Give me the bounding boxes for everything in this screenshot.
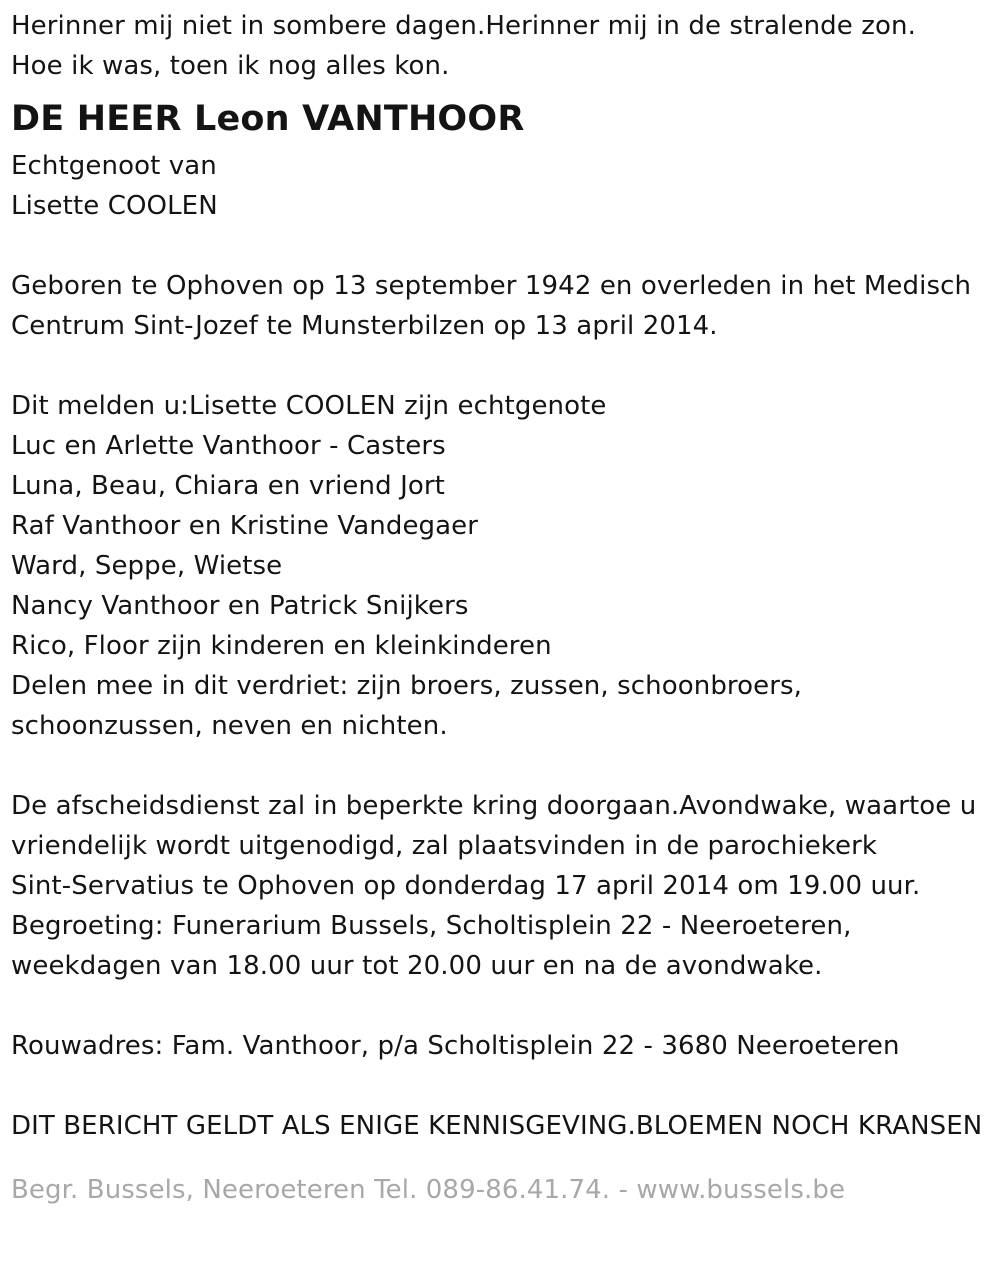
- deceased-name: DE HEER Leon VANTHOOR: [11, 99, 525, 139]
- birth-death-line: Centrum Sint-Jozef te Munsterbilzen op 13 april 2014.: [11, 311, 718, 341]
- obituary-notice: [11, 6, 996, 1210]
- motto-line: Hoe ik was, toen ik nog alles kon.: [11, 51, 450, 81]
- family-line: schoonzussen, neven en nichten.: [11, 711, 448, 741]
- spouse-info: [11, 146, 996, 226]
- funeral-home-footer: Begr. Bussels, Neeroeteren Tel. 089-86.41.74. - www.bussels.be: [11, 1175, 846, 1205]
- family-line: Ward, Seppe, Wietse: [11, 551, 283, 581]
- spacer: [11, 346, 996, 386]
- birth-death-info: [11, 266, 996, 346]
- family-list: [11, 386, 996, 746]
- spouse-line: Lisette COOLEN: [11, 191, 218, 221]
- family-line: Rico, Floor zijn kinderen en kleinkinderen: [11, 631, 552, 661]
- notice-text: DIT BERICHT GELDT ALS ENIGE KENNISGEVING.BLOEMEN NOCH KRANSEN: [11, 1111, 983, 1141]
- family-line: Nancy Vanthoor en Patrick Snijkers: [11, 591, 469, 621]
- spacer: [11, 226, 996, 266]
- service-line: De afscheidsdienst zal in beperkte kring doorgaan.Avondwake, waartoe u: [11, 791, 977, 821]
- family-line: Dit melden u:Lisette COOLEN zijn echtgenote: [11, 391, 607, 421]
- spacer: [11, 746, 996, 786]
- motto: [11, 6, 996, 86]
- service-line: Begroeting: Funerarium Bussels, Scholtisplein 22 - Neeroeteren,: [11, 911, 852, 941]
- service-line: weekdagen van 18.00 uur tot 20.00 uur en na de avondwake.: [11, 951, 823, 981]
- motto-line: Herinner mij niet in sombere dagen.Herinner mij in de stralende zon.: [11, 11, 916, 41]
- family-line: Luc en Arlette Vanthoor - Casters: [11, 431, 446, 461]
- family-line: Luna, Beau, Chiara en vriend Jort: [11, 471, 445, 501]
- service-info: [11, 786, 996, 986]
- spacer: [11, 1066, 996, 1106]
- birth-death-line: Geboren te Ophoven op 13 september 1942 en overleden in het Medisch: [11, 271, 972, 301]
- spacer: [11, 986, 996, 1026]
- family-line: Raf Vanthoor en Kristine Vandegaer: [11, 511, 479, 541]
- service-line: Sint-Servatius te Ophoven op donderdag 17 april 2014 om 19.00 uur.: [11, 871, 921, 901]
- mourning-address: Rouwadres: Fam. Vanthoor, p/a Scholtisplein 22 - 3680 Neeroeteren: [11, 1031, 900, 1061]
- family-line: Delen mee in dit verdriet: zijn broers, zussen, schoonbroers,: [11, 671, 803, 701]
- service-line: vriendelijk wordt uitgenodigd, zal plaatsvinden in de parochiekerk: [11, 831, 878, 861]
- spouse-line: Echtgenoot van: [11, 151, 217, 181]
